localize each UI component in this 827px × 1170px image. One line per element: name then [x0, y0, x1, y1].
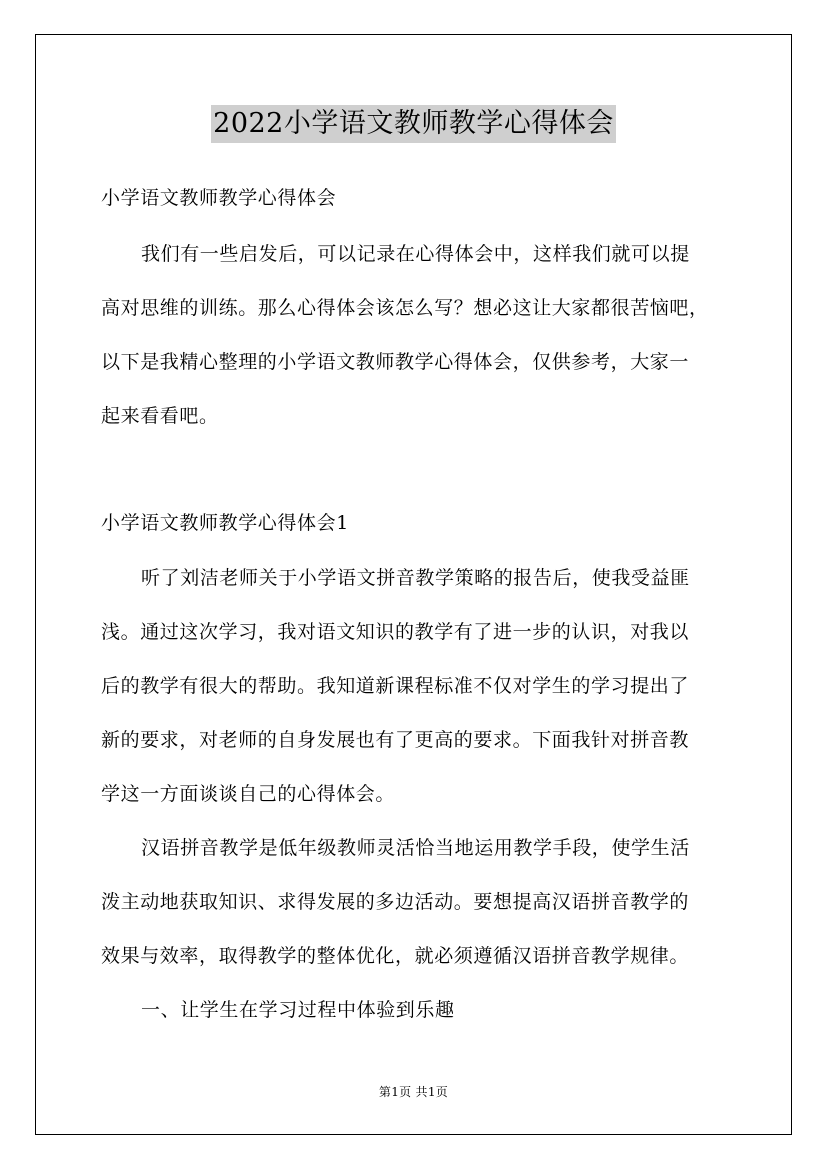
para1-line-5: 学这一方面谈谈自己的心得体会。 [101, 783, 396, 805]
document-title-text: 2022小学语文教师教学心得体会 [211, 105, 616, 143]
page-footer: 第1页 共1页 [378, 1085, 449, 1099]
point-heading-1: 一、让学生在学习过程中体验到乐趣 [141, 999, 455, 1021]
intro-line-2: 高对思维的训练。那么心得体会该怎么写？想必这让大家都很苦恼吧， [101, 297, 709, 319]
para2-line-2: 泼主动地获取知识、求得发展的多边活动。要想提高汉语拼音教学的 [101, 891, 690, 913]
para1-line-2: 浅。通过这次学习，我对语文知识的教学有了进一步的认识，对我以 [101, 621, 690, 643]
intro-line-1: 我们有一些启发后，可以记录在心得体会中，这样我们就可以提 [141, 243, 690, 265]
section-heading: 小学语文教师教学心得体会1 [101, 512, 349, 534]
para1-line-3: 后的教学有很大的帮助。我知道新课程标准不仅对学生的学习提出了 [101, 675, 690, 697]
intro-line-4: 起来看看吧。 [101, 405, 219, 427]
para1-line-1: 听了刘洁老师关于小学语文拼音教学策略的报告后，使我受益匪 [141, 567, 690, 589]
document-title [0, 102, 827, 143]
para2-line-3: 效果与效率，取得教学的整体优化，就必须遵循汉语拼音教学规律。 [101, 945, 690, 967]
para2-line-1: 汉语拼音教学是低年级教师灵活恰当地运用教学手段，使学生活 [141, 837, 690, 859]
intro-line-3: 以下是我精心整理的小学语文教师教学心得体会，仅供参考，大家一 [101, 351, 690, 373]
document-subtitle: 小学语文教师教学心得体会 [101, 187, 337, 209]
para1-line-4: 新的要求，对老师的自身发展也有了更高的要求。下面我针对拼音教 [101, 729, 690, 751]
